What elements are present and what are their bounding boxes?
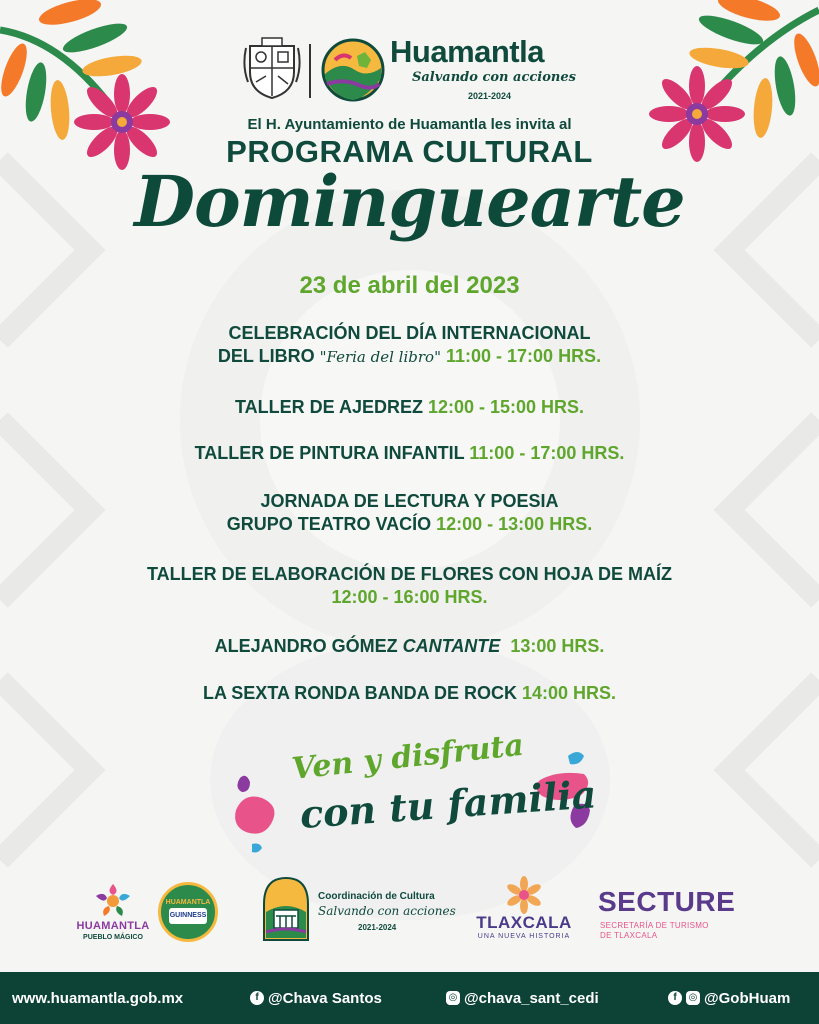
closing-line-2: con tu familia (298, 771, 598, 837)
secture-sub1: SECRETARÍA DE TURISMO (600, 921, 709, 930)
event-item-rock (0, 682, 819, 705)
event-item-lectura (0, 490, 819, 536)
facebook-handle[interactable]: @Chava Santos (268, 989, 382, 1007)
event-time: 14:00 HRS. (521, 683, 617, 703)
instagram-handle[interactable]: @chava_sant_cedi (464, 989, 599, 1007)
closing-line-1: Ven y disfruta (290, 727, 526, 787)
invitation-text: El H. Ayuntamiento de Huamantla les invita al (247, 116, 572, 133)
event-title: Dominguearte (134, 160, 685, 243)
footer-facebook-1[interactable] (250, 972, 382, 1024)
event-item-libro (0, 322, 819, 369)
event-text: TALLER DE AJEDREZ (234, 397, 428, 417)
guinness-badge-top: HUAMANTLA (165, 898, 211, 906)
footer-website[interactable] (12, 972, 183, 1024)
cultura-logo-icon (262, 876, 310, 942)
event-item-ajedrez (0, 396, 819, 419)
event-text: LA SEXTA RONDA BANDA DE ROCK (202, 683, 522, 703)
cultura-years: 2021-2024 (358, 923, 397, 932)
event-time: 12:00 - 16:00 HRS. (331, 587, 488, 607)
event-time: 12:00 - 13:00 HRS. (436, 514, 593, 534)
secture-name: SECTURE (598, 886, 736, 917)
pueblo-magico-name: HUAMANTLA (76, 920, 150, 932)
tlaxcala-sub: UNA NUEVA HISTORIA (477, 933, 571, 940)
instagram-icon: ◎ (686, 991, 700, 1005)
coat-of-arms-icon (242, 36, 302, 100)
footer-social-2[interactable] (668, 972, 790, 1024)
event-time: 12:00 - 15:00 HRS. (427, 397, 585, 417)
event-item-cantante (0, 635, 819, 658)
brand-years: 2021-2024 (468, 91, 512, 101)
facebook-icon: f (250, 991, 264, 1005)
social-handle[interactable]: @GobHuam (704, 989, 791, 1007)
pueblo-magico-logo-icon (92, 882, 134, 920)
event-time: 11:00 - 17:00 HRS. (440, 346, 602, 366)
cultura-tagline: Salvando con acciones (318, 904, 456, 918)
tlaxcala-name: TLAXCALA (476, 913, 572, 932)
header-divider (309, 44, 311, 98)
event-item-flores (0, 563, 819, 609)
cultura-title: Coordinación de Cultura (318, 891, 435, 902)
event-time: 11:00 - 17:00 HRS. (469, 443, 625, 463)
instagram-icon: ◎ (446, 991, 460, 1005)
event-line (0, 513, 819, 536)
event-script-text: "Feria del libro" (319, 348, 441, 366)
secture-sub2: DE TLAXCALA (600, 931, 658, 940)
event-text: ALEJANDRO GÓMEZ (214, 636, 403, 656)
brand-tagline: Salvando con acciones (412, 70, 576, 85)
event-line: TALLER DE ELABORACIÓN DE FLORES CON HOJA DE MAÍZ (146, 564, 672, 584)
brand-name: Huamantla (390, 34, 544, 69)
event-time: 13:00 HRS. (500, 636, 605, 656)
footer-instagram[interactable] (446, 972, 599, 1024)
pueblo-magico-sub: PUEBLO MÁGICO (83, 934, 143, 941)
program-title: PROGRAMA CULTURAL (226, 134, 593, 169)
footer-bar (0, 972, 819, 1024)
website-link[interactable]: www.huamantla.gob.mx (12, 989, 184, 1007)
event-text: TALLER DE PINTURA INFANTIL (194, 443, 470, 463)
event-date: 23 de abril del 2023 (299, 272, 520, 299)
guinness-badge-text: GUINNESS (169, 912, 207, 919)
event-text: GRUPO TEATRO VACÍO (226, 514, 437, 534)
guinness-badge-center (169, 908, 207, 924)
event-item-pintura (0, 442, 819, 465)
guinness-record-badge (158, 882, 218, 942)
event-line: JORNADA DE LECTURA Y POESIA (260, 491, 559, 511)
huamantla-logo-icon (321, 38, 385, 102)
event-line (0, 345, 819, 369)
event-text: DEL LIBRO (217, 346, 320, 366)
tlaxcala-flower-icon (505, 876, 543, 914)
facebook-icon: f (668, 991, 682, 1005)
event-role: CANTANTE (402, 636, 501, 656)
event-line: CELEBRACIÓN DEL DÍA INTERNACIONAL (228, 323, 591, 343)
